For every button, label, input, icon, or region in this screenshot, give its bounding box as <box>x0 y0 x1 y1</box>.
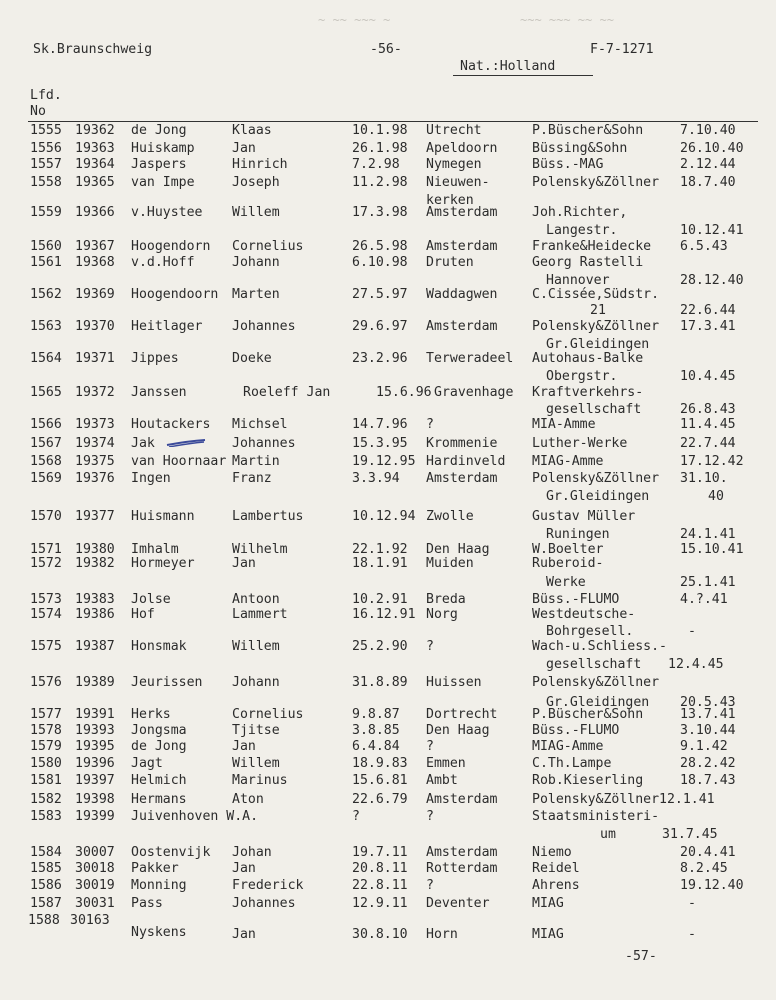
row-employer: P.Büscher&Sohn <box>532 707 644 722</box>
row-surname: Jak <box>131 436 155 451</box>
row-no: 19369 <box>75 287 115 302</box>
row-given: Lambertus <box>232 509 304 524</box>
row-employment-date: 12.4.45 <box>668 657 724 672</box>
row-place: Deventer <box>426 896 490 911</box>
row-employer-continued: Langestr. <box>546 223 618 238</box>
row-employer-continued: Gr.Gleidingen <box>546 337 650 352</box>
row-surname: Honsmak <box>131 639 187 654</box>
row-surname: Jippes <box>131 351 179 366</box>
row-place: ? <box>426 417 434 432</box>
column-label-lfd: Lfd. <box>30 88 62 103</box>
row-lfd: 1569 <box>30 471 62 486</box>
row-employer-continued: Hannover <box>546 273 610 288</box>
row-lfd: 1562 <box>30 287 62 302</box>
row-surname: Jagt <box>131 756 163 771</box>
row-employment-date: 22.7.44 <box>680 436 736 451</box>
row-place: Den Haag <box>426 542 490 557</box>
row-employer: Westdeutsche- <box>532 607 636 622</box>
row-given: Jan <box>232 927 256 942</box>
row-no: 19372 <box>75 385 115 400</box>
row-place: Utrecht <box>426 123 482 138</box>
row-lfd: 1567 <box>30 436 62 451</box>
row-place: Druten <box>426 255 474 270</box>
row-given: Marinus <box>232 773 288 788</box>
row-lfd: 1555 <box>30 123 62 138</box>
nationality-underline <box>453 75 593 76</box>
bleed-through-text: ~ ~~ ~~~ ~ <box>318 13 391 27</box>
row-date: 31.8.89 <box>352 675 408 690</box>
row-place: Apeldoorn <box>426 141 498 156</box>
row-lfd: 1572 <box>30 556 62 571</box>
row-date: 15.6.81 <box>352 773 408 788</box>
row-surname: Hermans <box>131 792 187 807</box>
row-given: Johann <box>232 675 280 690</box>
row-given: Wilhelm <box>232 542 288 557</box>
row-date: 30.8.10 <box>352 927 408 942</box>
row-surname: v.d.Hoff <box>131 255 195 270</box>
row-place: Norg <box>426 607 458 622</box>
row-no: 19366 <box>75 205 115 220</box>
row-employer: Gustav Müller <box>532 509 636 524</box>
row-no: 30163 <box>70 913 110 928</box>
row-surname: Jaspers <box>131 157 187 172</box>
row-employer-continued: um <box>600 827 616 842</box>
row-date: 10.12.94 <box>352 509 416 524</box>
row-date: 25.2.90 <box>352 639 408 654</box>
row-given: Lammert <box>232 607 288 622</box>
row-place: Zwolle <box>426 509 474 524</box>
row-lfd: 1559 <box>30 205 62 220</box>
row-given: Frederick <box>232 878 304 893</box>
row-no: 19368 <box>75 255 115 270</box>
row-lfd: 1560 <box>30 239 62 254</box>
row-employer: P.Büscher&Sohn <box>532 123 644 138</box>
row-employer: MIA-Amme <box>532 417 596 432</box>
row-surname: Huiskamp <box>131 141 195 156</box>
row-no: 19397 <box>75 773 115 788</box>
row-given: Cornelius <box>232 239 304 254</box>
row-employer-continued: Runingen <box>546 527 610 542</box>
row-surname: Jongsma <box>131 723 187 738</box>
row-employer: Ahrens <box>532 878 580 893</box>
row-employment-date: 3.10.44 <box>680 723 736 738</box>
row-employer: C.Cissée,Südstr. <box>532 287 660 302</box>
row-place: Horn <box>426 927 458 942</box>
row-surname: v.Huystee <box>131 205 203 220</box>
row-no: 19375 <box>75 454 115 469</box>
row-given: Michsel <box>232 417 288 432</box>
row-employment-date: 18.7.43 <box>680 773 736 788</box>
row-employment-date: 31.10. <box>680 471 728 486</box>
row-no: 19362 <box>75 123 115 138</box>
row-given: Franz <box>232 471 272 486</box>
row-lfd: 1577 <box>30 707 62 722</box>
row-lfd: 1583 <box>30 809 62 824</box>
row-given: Hinrich <box>232 157 288 172</box>
row-date: 19.12.95 <box>352 454 416 469</box>
row-employment-date: 9.1.42 <box>680 739 728 754</box>
row-surname: Hormeyer <box>131 556 195 571</box>
row-place: Amsterdam <box>426 792 498 807</box>
row-date: 3.8.85 <box>352 723 400 738</box>
row-lfd: 1558 <box>30 175 62 190</box>
row-place: ? <box>426 639 434 654</box>
row-lfd: 1575 <box>30 639 62 654</box>
row-lfd: 1581 <box>30 773 62 788</box>
row-date: 23.2.96 <box>352 351 408 366</box>
row-employment-date: 22.6.44 <box>680 303 736 318</box>
row-place: ? <box>426 809 434 824</box>
row-employment-date: 25.1.41 <box>680 575 736 590</box>
row-no: 19371 <box>75 351 115 366</box>
row-lfd: 1584 <box>30 845 62 860</box>
row-date: 15.6.96 <box>376 385 432 400</box>
row-lfd: 1586 <box>30 878 62 893</box>
row-employment-date: 10.4.45 <box>680 369 736 384</box>
row-employment-date: 15.10.41 <box>680 542 744 557</box>
row-date: 22.6.79 <box>352 792 408 807</box>
row-employment-date: 20.5.43 <box>680 695 736 710</box>
row-surname: Herks <box>131 707 171 722</box>
row-employment-date: 24.1.41 <box>680 527 736 542</box>
row-place: Rotterdam <box>426 861 498 876</box>
row-given: Jan <box>232 739 256 754</box>
row-date: 9.8.87 <box>352 707 400 722</box>
row-surname: Helmich <box>131 773 187 788</box>
row-date: 18.1.91 <box>352 556 408 571</box>
row-no: 30031 <box>75 896 115 911</box>
row-employment-date: 26.10.40 <box>680 141 744 156</box>
row-no: 19363 <box>75 141 115 156</box>
row-employment-date: 17.3.41 <box>680 319 736 334</box>
row-lfd: 1585 <box>30 861 62 876</box>
row-lfd: 1582 <box>30 792 62 807</box>
row-place: ? <box>426 739 434 754</box>
row-date: 10.2.91 <box>352 592 408 607</box>
row-no: 19387 <box>75 639 115 654</box>
row-surname: Juivenhoven W.A. <box>131 809 259 824</box>
row-given: Cornelius <box>232 707 304 722</box>
row-lfd: 1580 <box>30 756 62 771</box>
row-surname: Oostenvijk <box>131 845 211 860</box>
row-date: 22.8.11 <box>352 878 408 893</box>
row-date: 12.9.11 <box>352 896 408 911</box>
row-lfd: 1587 <box>30 896 62 911</box>
row-lfd: 1563 <box>30 319 62 334</box>
row-lfd: 1578 <box>30 723 62 738</box>
row-employer-continued: gesellschaft <box>546 402 642 417</box>
row-employment-date: 17.12.42 <box>680 454 744 469</box>
row-employment-date: 4.?.41 <box>680 592 728 607</box>
row-lfd: 1573 <box>30 592 62 607</box>
row-lfd: 1566 <box>30 417 62 432</box>
row-surname: Pakker <box>131 861 179 876</box>
row-employment-date: 31.7.45 <box>662 827 718 842</box>
row-employment-date: 28.12.40 <box>680 273 744 288</box>
row-place: Muiden <box>426 556 474 571</box>
row-employment-date: 19.12.40 <box>680 878 744 893</box>
row-employer: Wach-u.Schliess.- <box>532 639 667 654</box>
header-nationality: Nat.:Holland <box>460 59 556 74</box>
row-surname: Ingen <box>131 471 171 486</box>
row-employment-date: 28.2.42 <box>680 756 736 771</box>
row-given: Willem <box>232 205 280 220</box>
row-no: 30018 <box>75 861 115 876</box>
footer-page-number: -57- <box>625 949 657 964</box>
row-surname: van Hoornaar <box>131 454 227 469</box>
row-date: 11.2.98 <box>352 175 408 190</box>
row-employment-date: 18.7.40 <box>680 175 736 190</box>
row-given: Tjitse <box>232 723 280 738</box>
row-employment-date: - <box>688 624 696 639</box>
row-employer-continued: Werke <box>546 575 586 590</box>
row-employer: Polensky&Zöllner <box>532 175 660 190</box>
row-lfd: 1561 <box>30 255 62 270</box>
row-surname: Heitlager <box>131 319 203 334</box>
row-given: Antoon <box>232 592 280 607</box>
row-employment-date: 20.4.41 <box>680 845 736 860</box>
row-place: Breda <box>426 592 466 607</box>
row-place: Nymegen <box>426 157 482 172</box>
row-given: Willem <box>232 756 280 771</box>
row-employment-date: - <box>688 896 696 911</box>
row-employment-date: 8.2.45 <box>680 861 728 876</box>
row-surname: Houtackers <box>131 417 211 432</box>
row-employer: Büss.-FLUMO <box>532 592 620 607</box>
row-surname: Pass <box>131 896 163 911</box>
row-given: Johannes <box>232 436 296 451</box>
row-no: 19383 <box>75 592 115 607</box>
row-place: Krommenie <box>426 436 498 451</box>
row-given: Johannes <box>232 896 296 911</box>
row-date: 6.10.98 <box>352 255 408 270</box>
row-no: 19377 <box>75 509 115 524</box>
row-place: Huissen <box>426 675 482 690</box>
row-employer: Autohaus-Balke <box>532 351 644 366</box>
row-employer: Kraftverkehrs- <box>532 385 644 400</box>
row-date: 18.9.83 <box>352 756 408 771</box>
row-given: Jan <box>232 861 256 876</box>
row-employer: Luther-Werke <box>532 436 628 451</box>
row-no: 19382 <box>75 556 115 571</box>
row-surname: Nyskens <box>131 925 187 940</box>
row-date: 14.7.96 <box>352 417 408 432</box>
row-given: Johan <box>232 845 272 860</box>
row-no: 30007 <box>75 845 115 860</box>
header-file-reference: F-7-1271 <box>590 42 654 57</box>
row-no: 19365 <box>75 175 115 190</box>
row-lfd: 1556 <box>30 141 62 156</box>
row-surname: Monning <box>131 878 187 893</box>
row-employment-date: 2.12.44 <box>680 157 736 172</box>
row-no: 19376 <box>75 471 115 486</box>
row-given: Aton <box>232 792 264 807</box>
row-employer: W.Boelter <box>532 542 604 557</box>
row-employer: Büss.-MAG <box>532 157 604 172</box>
row-given: Doeke <box>232 351 272 366</box>
row-no: 19367 <box>75 239 115 254</box>
row-employer: MIAG-Amme <box>532 454 604 469</box>
row-employment-date: 10.12.41 <box>680 223 744 238</box>
row-surname: Jeurissen <box>131 675 203 690</box>
row-place: Terweradeel <box>426 351 514 366</box>
row-place: Amsterdam <box>426 239 498 254</box>
row-employment-date-continued: 40 <box>708 489 724 504</box>
row-employment-date: 13.7.41 <box>680 707 736 722</box>
row-no: 19374 <box>75 436 115 451</box>
row-surname: de Jong <box>131 123 187 138</box>
header-rule <box>28 121 758 122</box>
row-employer: Rob.Kieserling <box>532 773 644 788</box>
row-lfd: 1574 <box>30 607 62 622</box>
row-no: 19386 <box>75 607 115 622</box>
row-place: Amsterdam <box>426 471 498 486</box>
row-given: Johann <box>232 255 280 270</box>
row-place: Nieuwen- <box>426 175 490 190</box>
column-label-no: No <box>30 104 46 119</box>
row-given: Martin <box>232 454 280 469</box>
row-given: Joseph <box>232 175 280 190</box>
row-employer: Polensky&Zöllner12.1.41 <box>532 792 715 807</box>
row-date: 29.6.97 <box>352 319 408 334</box>
row-employer-continued: Gr.Gleidingen <box>546 489 650 504</box>
row-date: 20.8.11 <box>352 861 408 876</box>
row-employment-date: 11.4.45 <box>680 417 736 432</box>
row-surname: de Jong <box>131 739 187 754</box>
row-lfd: 1565 <box>30 385 62 400</box>
row-lfd: 1557 <box>30 157 62 172</box>
row-employer: Ruberoid- <box>532 556 604 571</box>
row-place: Amsterdam <box>426 205 498 220</box>
row-date: 27.5.97 <box>352 287 408 302</box>
header-page-number: -56- <box>370 42 402 57</box>
row-no: 19370 <box>75 319 115 334</box>
header-location: Sk.Braunschweig <box>33 42 153 57</box>
row-place: Den Haag <box>426 723 490 738</box>
row-no: 19395 <box>75 739 115 754</box>
row-employer: MIAG <box>532 896 564 911</box>
row-given: Klaas <box>232 123 272 138</box>
row-given: Jan <box>232 141 256 156</box>
row-date: 7.2.98 <box>352 157 400 172</box>
row-surname: Huismann <box>131 509 195 524</box>
row-place: Amsterdam <box>426 319 498 334</box>
row-date: 26.1.98 <box>352 141 408 156</box>
row-employer: Reidel <box>532 861 580 876</box>
row-employer-continued: Gr.Gleidingen <box>546 695 650 710</box>
row-employment-date: 7.10.40 <box>680 123 736 138</box>
row-lfd: 1576 <box>30 675 62 690</box>
row-employment-date: 6.5.43 <box>680 239 728 254</box>
row-place: Ambt <box>426 773 458 788</box>
row-surname: Hoogendorn <box>131 239 211 254</box>
row-employer-continued: Bohrgesell. <box>546 624 634 639</box>
row-employer: Büssing&Sohn <box>532 141 628 156</box>
row-employer: Niemo <box>532 845 572 860</box>
row-employer: Georg Rastelli <box>532 255 644 270</box>
row-surname: Jolse <box>131 592 171 607</box>
row-place: Emmen <box>426 756 466 771</box>
row-surname: Hoogendoorn <box>131 287 219 302</box>
row-date: 6.4.84 <box>352 739 400 754</box>
row-employer: MIAG <box>532 927 564 942</box>
row-employer: Polensky&Zöllner <box>532 471 660 486</box>
row-no: 19373 <box>75 417 115 432</box>
row-employment-date: 26.8.43 <box>680 402 736 417</box>
row-lfd: 1568 <box>30 454 62 469</box>
pen-strike-mark <box>166 439 206 447</box>
row-place: ? <box>426 878 434 893</box>
row-no: 19398 <box>75 792 115 807</box>
row-date: 16.12.91 <box>352 607 416 622</box>
row-lfd: 1579 <box>30 739 62 754</box>
row-employer-continued: Obergstr. <box>546 369 618 384</box>
row-no: 19391 <box>75 707 115 722</box>
row-place-continued: kerken <box>426 193 474 208</box>
row-employer: MIAG-Amme <box>532 739 604 754</box>
row-place: Waddagwen <box>426 287 498 302</box>
row-date: 22.1.92 <box>352 542 408 557</box>
row-given: Marten <box>232 287 280 302</box>
row-employer: Polensky&Zöllner <box>532 675 660 690</box>
row-surname: van Impe <box>131 175 195 190</box>
row-date: 17.3.98 <box>352 205 408 220</box>
row-employer: C.Th.Lampe <box>532 756 612 771</box>
row-lfd: 1588 <box>28 913 60 928</box>
row-employer: Büss.-FLUMO <box>532 723 620 738</box>
row-given: Johannes <box>232 319 296 334</box>
row-no: 19389 <box>75 675 115 690</box>
row-no: 19393 <box>75 723 115 738</box>
row-no: 19399 <box>75 809 115 824</box>
row-no: 19396 <box>75 756 115 771</box>
row-given: Willem <box>232 639 280 654</box>
row-place: Dortrecht <box>426 707 498 722</box>
row-place: Hardinveld <box>426 454 506 469</box>
row-lfd: 1564 <box>30 351 62 366</box>
row-employer-continued: gesellschaft <box>546 657 642 672</box>
row-employment-date: - <box>688 927 696 942</box>
row-date: 15.3.95 <box>352 436 408 451</box>
row-employer-continued: 21 <box>590 303 606 318</box>
row-no: 19364 <box>75 157 115 172</box>
row-surname: Imhalm <box>131 542 179 557</box>
row-date: 3.3.94 <box>352 471 400 486</box>
row-employer: Staatsministeri- <box>532 809 660 824</box>
bleed-through-text: ~~~ ~~~ ~~ ~~ <box>520 13 614 27</box>
row-employer: Polensky&Zöllner <box>532 319 660 334</box>
row-date: 10.1.98 <box>352 123 408 138</box>
row-no: 30019 <box>75 878 115 893</box>
row-no: 19380 <box>75 542 115 557</box>
row-date: 19.7.11 <box>352 845 408 860</box>
row-date: 26.5.98 <box>352 239 408 254</box>
row-lfd: 1571 <box>30 542 62 557</box>
row-given: Jan <box>232 556 256 571</box>
row-employer: Franke&Heidecke <box>532 239 652 254</box>
row-lfd: 1570 <box>30 509 62 524</box>
row-surname: Hof <box>131 607 155 622</box>
row-place: Amsterdam <box>426 845 498 860</box>
row-surname: Janssen <box>131 385 187 400</box>
row-date: ? <box>352 809 360 824</box>
row-given: Roeleff Jan <box>243 385 331 400</box>
row-employer: Joh.Richter, <box>532 205 628 220</box>
row-place: Gravenhage <box>434 385 514 400</box>
